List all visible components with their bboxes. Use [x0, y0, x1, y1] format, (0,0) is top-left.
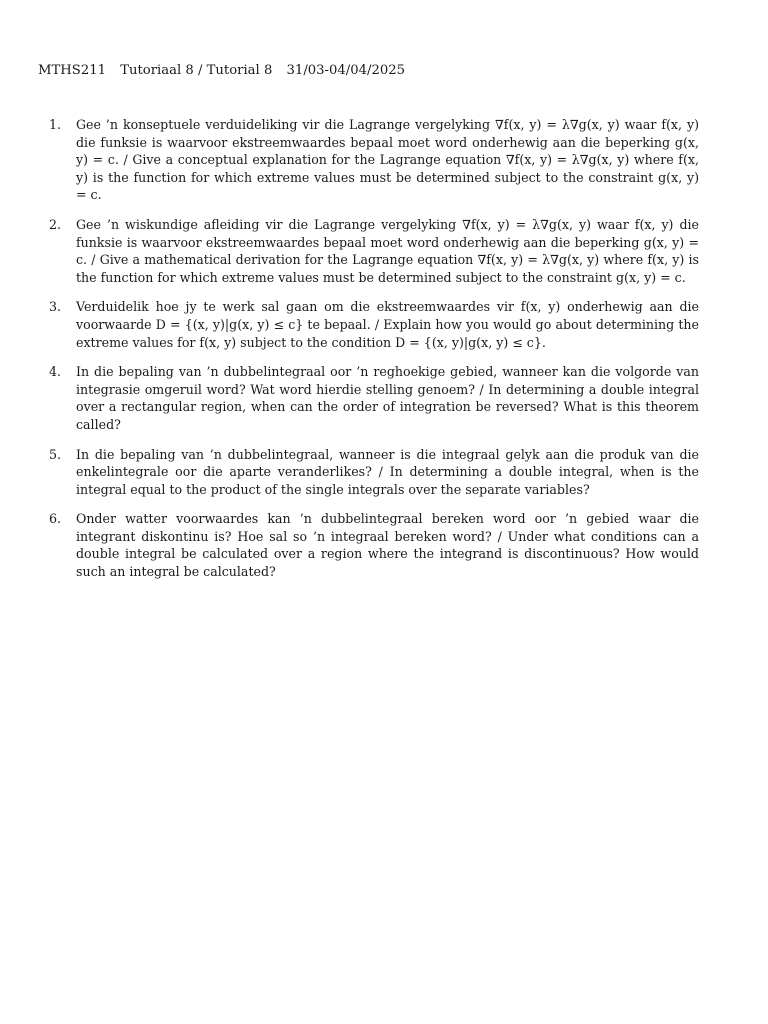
question-text: Onder watter voorwaardes kan ’n dubbelintegraal bereken word oor ’n gebied waar die integrant diskontinu is? Hoe sal so ’n integraal bereken word? / Under what conditions can a double integral be calculated over a region where the integrand is discontinuous? How would such an integral be calculated?: [76, 511, 699, 580]
question-item: [49, 116, 699, 204]
question-list: [49, 116, 699, 593]
document-header: [38, 63, 415, 78]
question-item: [49, 216, 699, 286]
question-item: [49, 510, 699, 580]
question-item: [49, 446, 699, 499]
question-number: 5.: [49, 446, 62, 462]
question-text: Gee ’n konseptuele verduideliking vir die Lagrange vergelyking ∇f(x, y) = λ∇g(x, y) waar f(x, y) die funksie is waarvoor ekstreemwaardes bepaal moet word onderhewig aan die beperking g(x, y) = c. / Give a conceptual explanation for the Lagrange equation ∇f(x, y) = λ∇g(x, y) where f(x, y) is the function for which extreme values must be determined subject to the constraint g(x, y) = c.: [76, 117, 699, 203]
question-number: 4.: [49, 364, 62, 380]
question-number: 1.: [49, 117, 62, 132]
question-number: 2.: [49, 216, 62, 232]
question-text: Gee ’n wiskundige afleiding vir die Lagrange vergelyking ∇f(x, y) = λ∇g(x, y) waar f(x, y) die funksie is waarvoor ekstreemwaardes bepaal moet word onderhewig aan die beperking g(x, y) = c. / Give a mathematical derivation for the Lagrange equation ∇f(x, y) = λ∇g(x, y) where f(x, y) is the function for which extreme values must be determined subject to the constraint g(x, y) = c.: [76, 216, 699, 285]
tutorial-dates: 31/03-04/04/2025: [286, 63, 406, 78]
question-item: [49, 363, 699, 433]
question-text: In die bepaling van ’n dubbelintegraal oor ’n reghoekige gebied, wanneer kan die volgorde van integrasie omgeruil word? Wat word hierdie stelling genoem? / In determining a double integral over a rectangular region, when can the order of integration be reversed? What is this theorem called?: [76, 364, 699, 432]
tutorial-title: Tutoriaal 8 / Tutorial 8: [120, 63, 273, 78]
question-number: 3.: [49, 299, 62, 315]
question-text: In die bepaling van ’n dubbelintegraal, wanneer is die integraal gelyk aan die produk van die enkelintegrale oor die aparte veranderlikes? / In determining a double integral, when is the integral equal to the product of the single integrals over the separate variables?: [76, 446, 699, 497]
question-item: [49, 298, 699, 351]
question-text: Verduidelik hoe jy te werk sal gaan om die ekstreemwaardes vir f(x, y) onderhewig aan die voorwaarde D = {(x, y)|g(x, y) ≤ c} te bepaal. / Explain how you would go about determining the extreme values for f(x, y) subject to the condition D = {(x, y)|g(x, y) ≤ c}.: [76, 299, 699, 350]
question-number: 6.: [49, 511, 62, 527]
course-code: MTHS211: [38, 63, 107, 78]
